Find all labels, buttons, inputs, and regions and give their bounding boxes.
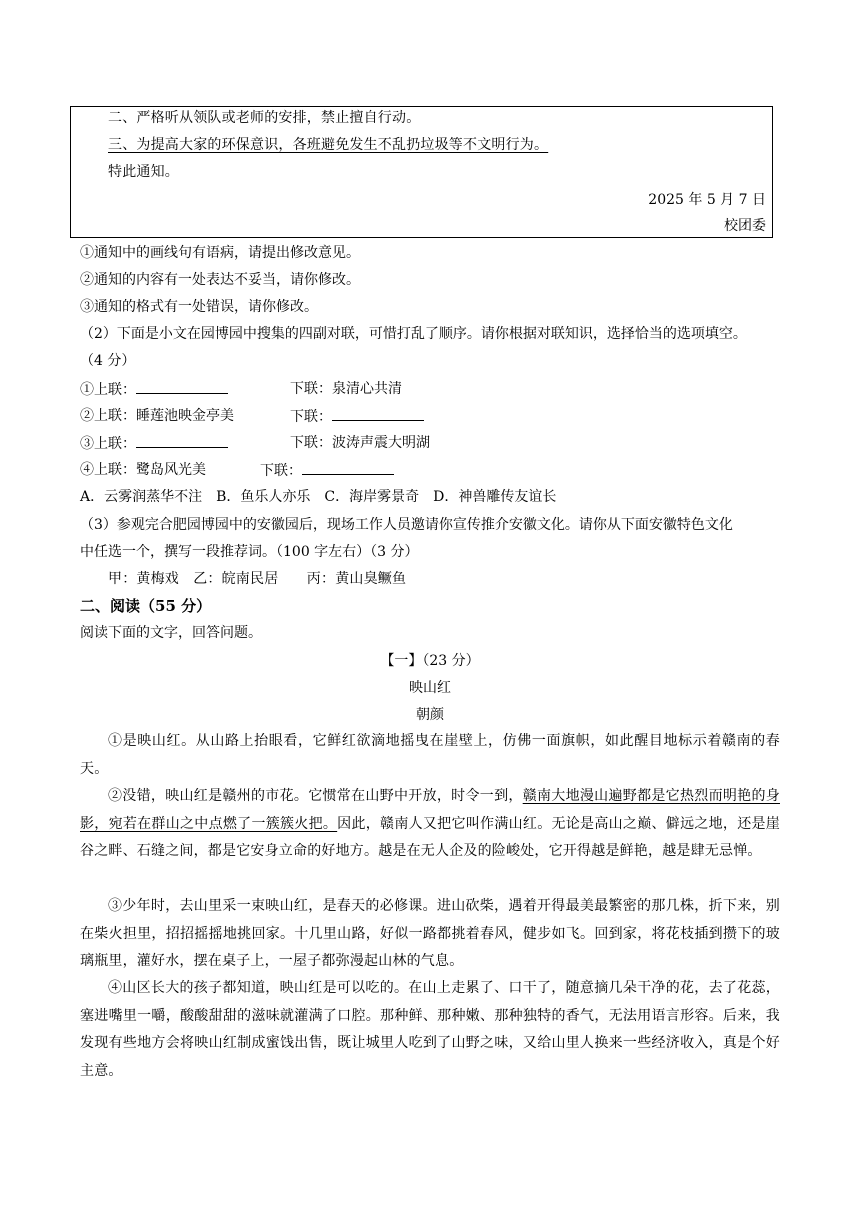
notice-line-3-underlined: 三、为提高大家的环保意识，各班避免发生不乱扔垃圾等不文明行为。	[108, 137, 549, 153]
q2-prompt: （2）下面是小文在园博园中搜集的四副对联，可惜打乱了顺序。请你根据对联知识，选择恰当的选项填空。	[80, 326, 747, 342]
upper-text: 睡莲池映金亭美	[136, 408, 234, 424]
lower-label: 下联：	[290, 435, 332, 451]
notice-closing: 特此通知。	[108, 164, 179, 180]
q3-prompt-line-2: 中任选一个，撰写一段推荐词。（100 字左右）（3 分）	[80, 544, 419, 560]
paragraph-3: ③少年时，去山里采一束映山红，是春天的必修课。进山砍柴，遇着开得最美最繁密的那几株，折下来，别在柴火担里，招招摇摇地挑回家。十几里山路，好似一路都挑着春风，健步如飞。回到家，将花枝插到攒下的玻璃瓶里，灌好水，摆在桌子上，一屋子都弥漫起山林的气息。	[80, 898, 780, 969]
upper-label: ④上联：	[80, 462, 136, 478]
couplet-row-2	[80, 406, 234, 426]
couplet-row-4	[80, 460, 206, 480]
notice-signer: 校团委	[724, 218, 766, 234]
answer-blank[interactable]	[136, 379, 228, 394]
couplet-row-1	[80, 379, 228, 400]
paragraph-1: ①是映山红。从山路上抬眼看，它鲜红欲滴地摇曳在崖壁上，仿佛一面旗帜，如此醒目地标示着赣南的春天。	[80, 733, 780, 777]
part-heading: 【一】（23 分）	[380, 653, 480, 669]
upper-label: ③上联：	[80, 436, 136, 452]
paragraph-2-underlined: 赣南大地漫山遍野都是它热烈而明艳的身影，宛若在群山之中点燃了一簇簇火把。	[80, 788, 780, 832]
q1-item-3: ③通知的格式有一处错误，请你修改。	[80, 299, 318, 315]
answer-blank[interactable]	[136, 433, 228, 448]
notice-line-2: 二、严格听从领队或老师的安排，禁止擅自行动。	[108, 110, 421, 126]
couplet-row-3	[80, 433, 228, 454]
lower-label: 下联：	[260, 463, 302, 479]
q3-choices: 甲：黄梅戏 乙：皖南民居 丙：黄山臭鳜鱼	[108, 571, 407, 587]
answer-blank[interactable]	[302, 460, 394, 475]
upper-text: 鹭岛风光美	[136, 462, 206, 478]
paragraph-2	[80, 783, 780, 866]
q2-options: A．云雾润蒸华不注 B．鱼乐人亦乐 C．海岸雾景奇 D．神兽雕传友谊长	[80, 489, 557, 505]
lower-label: 下联：	[290, 381, 332, 397]
lower-text: 泉清心共清	[332, 381, 402, 397]
couplet-row-3-lower	[290, 433, 430, 453]
answer-blank[interactable]	[332, 406, 424, 421]
section-intro: 阅读下面的文字，回答问题。	[80, 625, 262, 641]
couplet-row-2-lower	[290, 406, 424, 427]
paragraph-2-end: 因此，赣南人又把它叫作满山红。无论是高山之巅、僻远之地，还是崖谷之畔、石缝之间，都是它安身立命的好地方。越是在无人企及的险峻处，它开得越是鲜艳，越是肆无忌惮。	[80, 815, 780, 859]
paragraph-2-start: ②没错，映山红是赣州的市花。它惯常在山野中开放，时令一到，	[108, 788, 523, 804]
notice-date: 2025 年 5 月 7 日	[648, 192, 766, 208]
section-heading: 二、阅读（55 分）	[80, 597, 212, 615]
q3-prompt-line-1: （3）参观完合肥园博园中的安徽园后，现场工作人员邀请你宣传推介安徽文化。请你从下面安徽特色文化	[80, 517, 733, 533]
couplet-row-4-lower	[260, 460, 394, 481]
q2-score: （4 分）	[80, 353, 136, 369]
upper-label: ①上联：	[80, 382, 136, 398]
couplet-row-1-lower	[290, 379, 402, 399]
lower-label: 下联：	[290, 409, 332, 425]
paragraph-4: ④山区长大的孩子都知道，映山红是可以吃的。在山上走累了、口干了，随意摘几朵干净的花，去了花蕊，塞进嘴里一嚼，酸酸甜甜的滋味就灌满了口腔。那种鲜、那种嫩、那种独特的香气，无法用语言形容。后来，我发现有些地方会将映山红制成蜜饯出售，既让城里人吃到了山野之味，又给山里人换来一些经济收入，真是个好主意。	[80, 980, 780, 1079]
q1-item-1: ①通知中的画线句有语病，请提出修改意见。	[80, 245, 360, 261]
passage-author: 朝颜	[416, 707, 444, 723]
lower-text: 波涛声震大明湖	[332, 435, 430, 451]
passage-title: 映山红	[409, 680, 451, 696]
upper-label: ②上联：	[80, 408, 136, 424]
q1-item-2: ②通知的内容有一处表达不妥当，请你修改。	[80, 272, 360, 288]
